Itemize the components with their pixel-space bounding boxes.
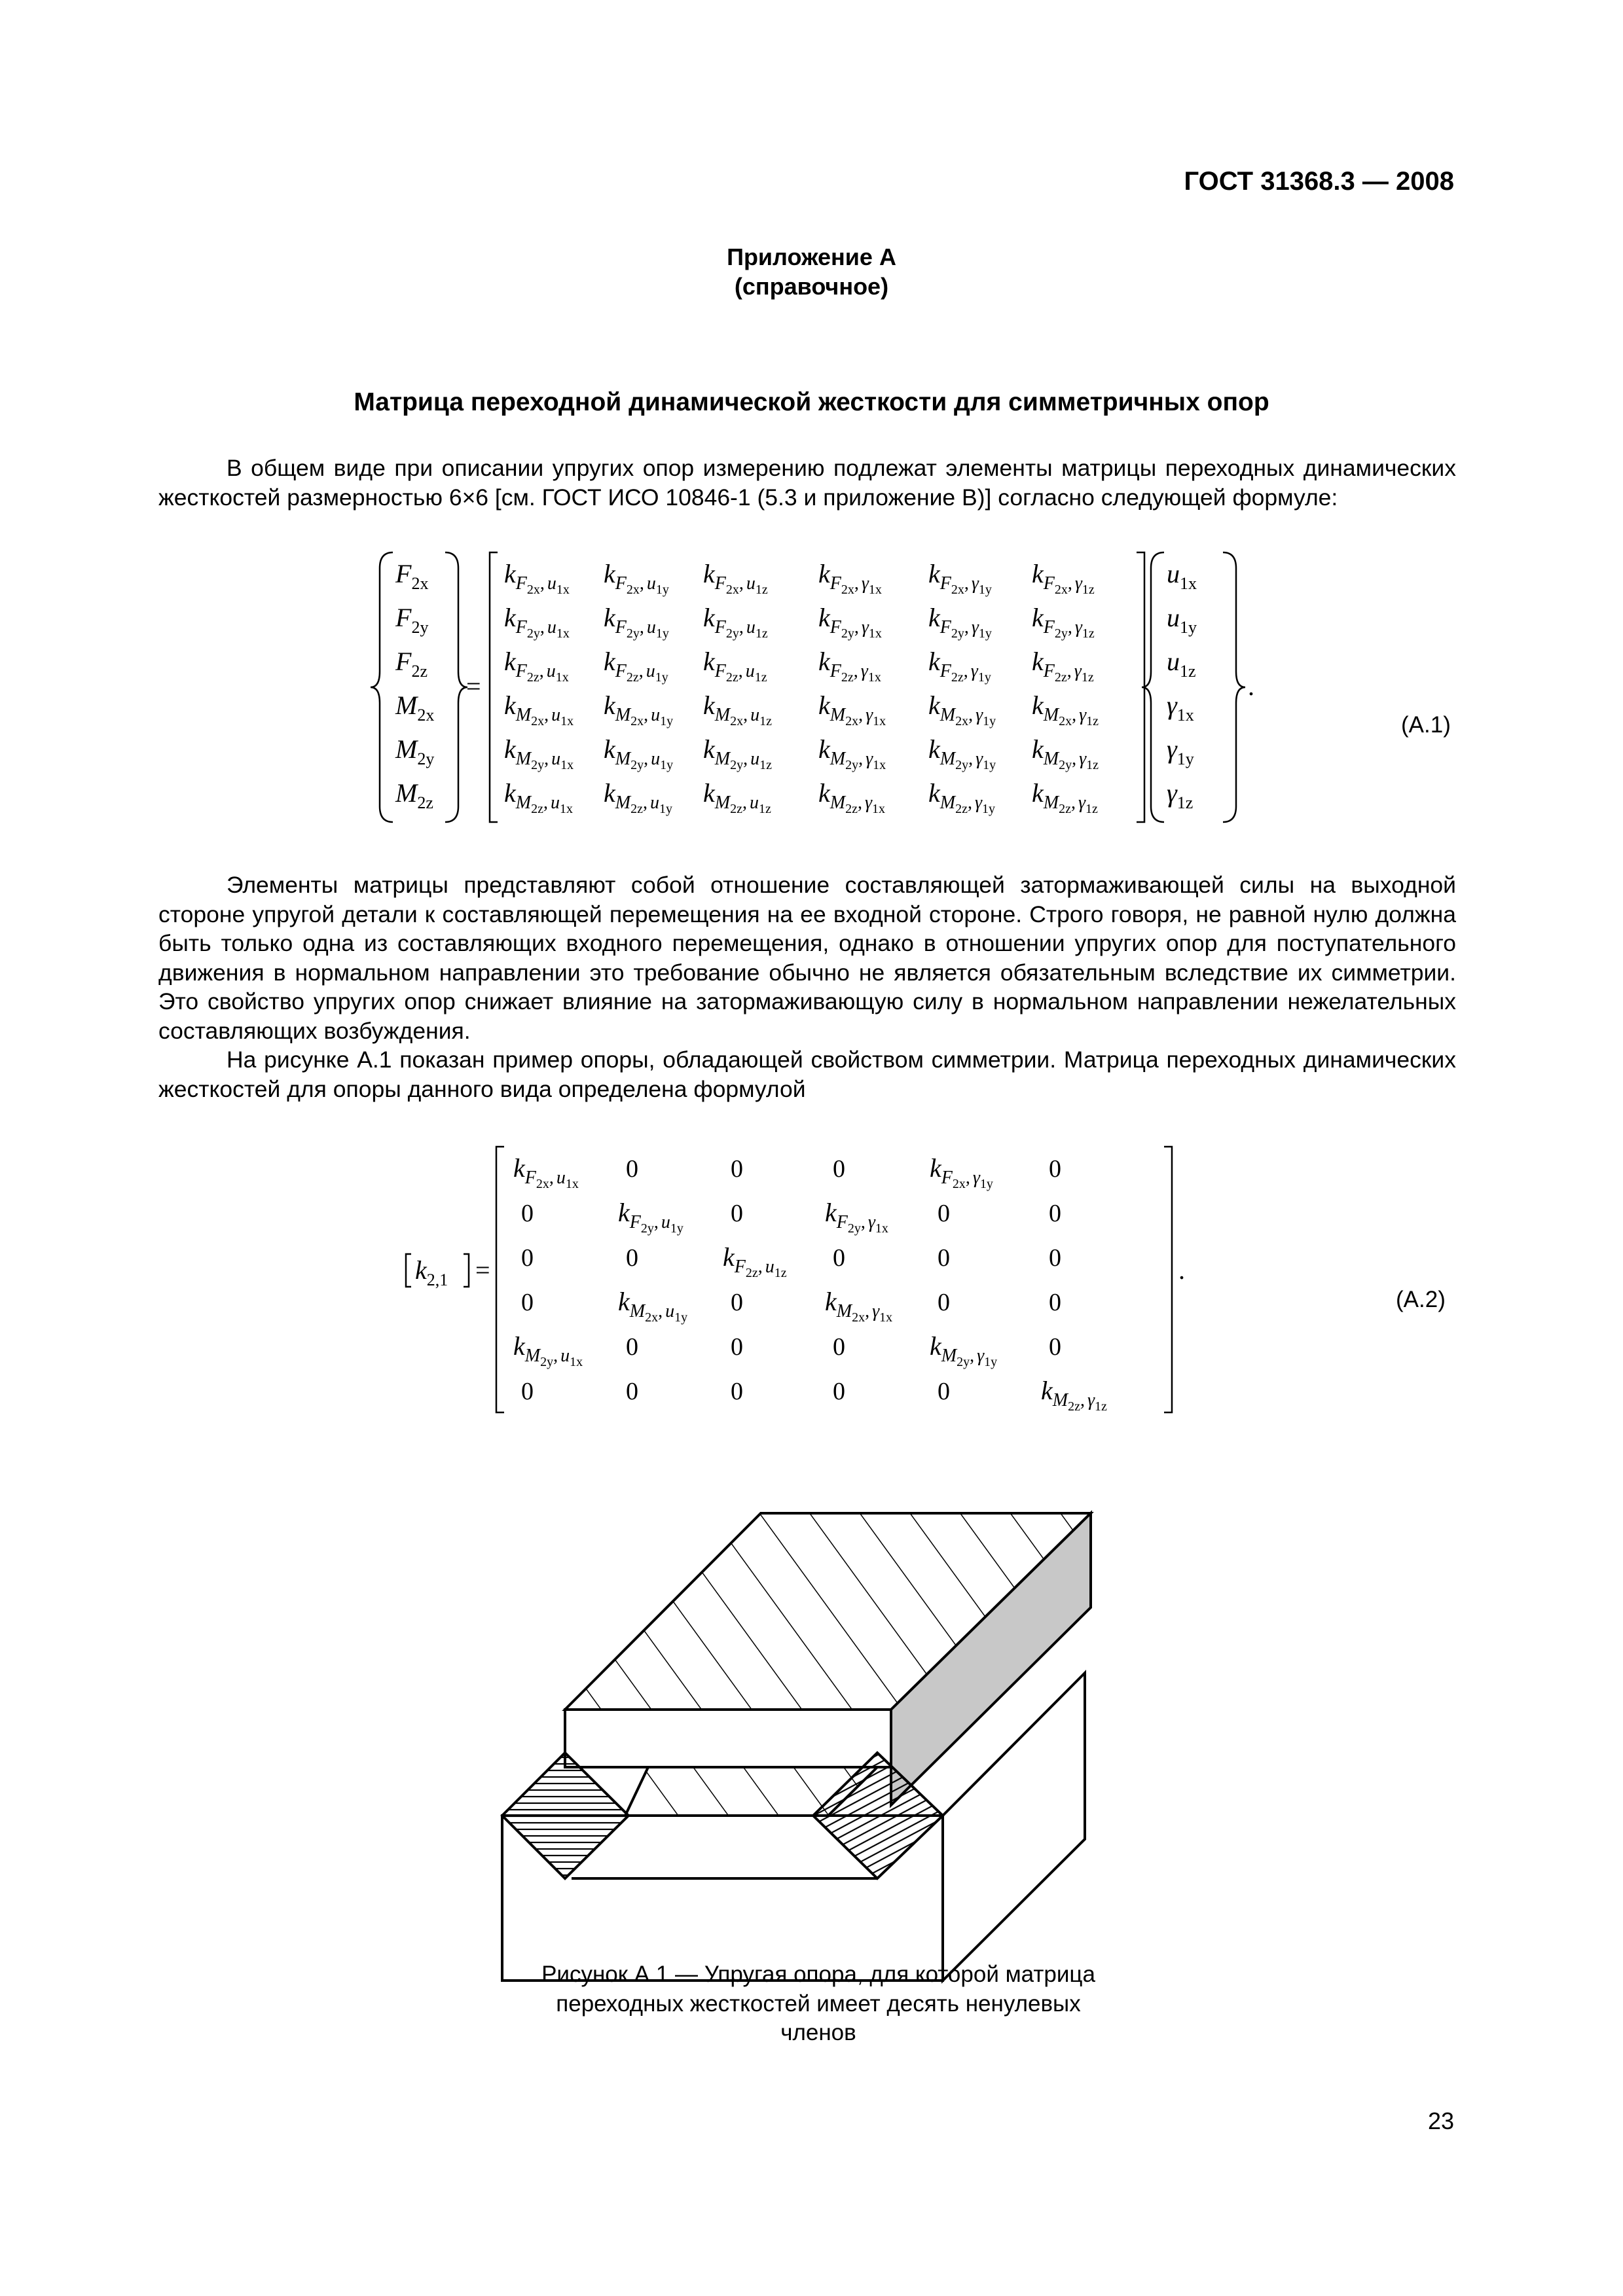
- a1-coef-r4-c2: $k_M2y$, u1z: [703, 734, 772, 772]
- a2-coef-r5-c5: $k_M2z$, γ1z: [1041, 1376, 1107, 1414]
- a1-displacement-5: $\gamma_{1z}$: [1167, 778, 1194, 812]
- a2-zero-r1-c2: 0: [731, 1200, 743, 1227]
- a2-zero-r2-c4: 0: [938, 1244, 950, 1272]
- a1-coef-r1-c2: $k_F2y$, u1z: [703, 603, 768, 641]
- a1-force-m2x: $M_{2x}$: [395, 691, 435, 725]
- figure-elastic-mount: [498, 1499, 1106, 1996]
- figure-caption-line-2: переходных жесткостей имеет десять ненулевых: [556, 1990, 1081, 2017]
- a2-zero-r4-c3: 0: [833, 1333, 845, 1361]
- section-title: Матрица переходной динамической жесткости для симметричных опор: [354, 388, 1269, 416]
- a1-matrix-open-bracket: [490, 552, 498, 822]
- a2-period: .: [1178, 1255, 1185, 1285]
- a1-force-m2z: $M_{2z}$: [395, 778, 433, 812]
- a2-coef-r3-c3: $k_M2x$, γ1x: [825, 1287, 893, 1325]
- a1-coef-r2-c1: $k_F2z$, u1y: [604, 647, 668, 685]
- a1-coef-r5-c4: $k_M2z$, γ1y: [928, 778, 996, 816]
- a1-force-m2y: $M_{2y}$: [395, 734, 435, 768]
- a2-lhs-symbol: $k_{2,1}$: [415, 1255, 448, 1289]
- top-front-face: [565, 1710, 891, 1767]
- a1-coef-r4-c0: $k_M2y$, u1x: [504, 734, 574, 772]
- a1-left-close-brace: [445, 552, 467, 822]
- a1-coef-r0-c0: $k_F2x$, u1x: [504, 559, 570, 597]
- annex-title: Приложение А: [727, 243, 896, 270]
- a2-coef-r4-c4: $k_M2y$, γ1y: [930, 1331, 998, 1369]
- a1-displacement-2: $u_{1z}$: [1167, 647, 1196, 681]
- a1-coef-r5-c5: $k_M2z$, γ1z: [1032, 778, 1098, 816]
- a2-zero-r5-c0: 0: [521, 1378, 534, 1405]
- a2-zero-r3-c0: 0: [521, 1289, 534, 1316]
- a1-coef-r4-c4: $k_M2y$, γ1y: [928, 734, 996, 772]
- a2-matrix-open-bracket: [496, 1147, 504, 1412]
- a2-zero-r2-c5: 0: [1049, 1244, 1061, 1272]
- a2-zero-r4-c2: 0: [731, 1333, 743, 1361]
- a2-lhs-open-bracket: [406, 1254, 411, 1287]
- a1-left-open-brace: [371, 552, 393, 822]
- a1-coef-r1-c4: $k_F2y$, γ1y: [928, 603, 992, 641]
- a2-zero-r2-c1: 0: [626, 1244, 638, 1272]
- a1-coef-r1-c3: $k_F2y$, γ1x: [818, 603, 882, 641]
- a1-coef-r2-c5: $k_F2z$, γ1z: [1032, 647, 1094, 685]
- a2-stiffness-matrix: [513, 1153, 1107, 1414]
- a2-zero-r0-c3: 0: [833, 1155, 845, 1183]
- a1-coef-r0-c4: $k_F2x$, γ1y: [928, 559, 992, 597]
- intro-paragraph: [158, 454, 1456, 512]
- a2-zero-r0-c1: 0: [626, 1155, 638, 1183]
- a1-coef-r4-c1: $k_M2y$, u1y: [604, 734, 674, 772]
- intro-text: В общем виде при описании упругих опор измерению подлежат элементы матрицы переходных динамических жесткостей размерностью 6×6 [см. ГОСТ ИСО 10846-1 (5.3 и приложение В)] согласно следующей формуле:: [158, 455, 1456, 511]
- a2-coef-r1-c1: $k_F2y$, u1y: [618, 1198, 684, 1236]
- annex-subtitle: (справочное): [734, 273, 889, 300]
- body-paragraphs: [158, 870, 1456, 1103]
- a1-coef-r2-c2: $k_F2z$, u1z: [703, 647, 767, 685]
- a1-coef-r3-c4: $k_M2x$, γ1y: [928, 691, 996, 728]
- equation-a2-number: (А.2): [1396, 1287, 1446, 1312]
- body-paragraph-2: На рисунке А.1 показан пример опоры, обладающей свойством симметрии. Матрица переходных динамических жесткостей для опоры данного вида определена формулой: [158, 1047, 1456, 1102]
- a1-coef-r5-c2: $k_M2z$, u1z: [703, 778, 771, 816]
- a1-coef-r1-c0: $k_F2y$, u1x: [504, 603, 570, 641]
- a1-right-vector: [1167, 559, 1197, 812]
- a1-left-vector: [395, 559, 434, 812]
- a1-coef-r2-c4: $k_F2z$, γ1y: [928, 647, 991, 685]
- body-paragraph-1: Элементы матрицы представляют собой отношение составляющей затормаживающей силы на выходной стороне упругой детали к составляющей перемещения на ее входной стороне. Строго говоря, не равной нулю должна быть только одна из составляющих входного перемещения, однако в отношении упругих опор для поступательного движения в нормальном направлении это требование обычно не является обязательным вследствие их симметрии. Это свойство упругих опор снижает влияние на затормаживающую силу в нормальном направлении нежелательных составляющих возбуждения.: [158, 872, 1456, 1044]
- a2-zero-r3-c4: 0: [938, 1289, 950, 1316]
- a1-coef-r4-c3: $k_M2y$, γ1x: [818, 734, 886, 772]
- a1-displacement-3: $\gamma_{1x}$: [1167, 691, 1194, 725]
- a2-matrix-close-bracket: [1164, 1147, 1172, 1412]
- a2-coef-r1-c3: $k_F2y$, γ1x: [825, 1198, 888, 1236]
- a1-coef-r2-c3: $k_F2z$, γ1x: [818, 647, 881, 685]
- a2-lhs-close-bracket: [464, 1254, 469, 1287]
- a2-zero-r0-c5: 0: [1049, 1155, 1061, 1183]
- a2-zero-r3-c2: 0: [731, 1289, 743, 1316]
- a1-coef-r0-c2: $k_F2x$, u1z: [703, 559, 768, 597]
- a1-coef-r0-c1: $k_F2x$, u1y: [604, 559, 669, 597]
- a1-coef-r0-c5: $k_F2x$, γ1z: [1032, 559, 1095, 597]
- a1-coef-r1-c5: $k_F2y$, γ1z: [1032, 603, 1095, 641]
- a1-coef-r5-c3: $k_M2z$, γ1x: [818, 778, 886, 816]
- a1-coef-r3-c5: $k_M2x$, γ1z: [1032, 691, 1099, 728]
- a1-force-f2y: $F_{2y}$: [395, 603, 429, 637]
- document-code: ГОСТ 31368.3 — 2008: [1184, 167, 1454, 196]
- a1-force-f2z: $F_{2z}$: [395, 647, 428, 681]
- a2-zero-r5-c3: 0: [833, 1378, 845, 1405]
- a1-right-close-brace: [1223, 552, 1245, 822]
- a1-force-f2x: $F_{2x}$: [395, 559, 429, 593]
- figure-caption-line-1: Рисунок А.1 — Упругая опора, для которой матрица: [541, 1962, 1095, 1987]
- a2-zero-r1-c4: 0: [938, 1200, 950, 1227]
- a1-coef-r3-c3: $k_M2x$, γ1x: [818, 691, 886, 728]
- a1-coef-r5-c0: $k_M2z$, u1x: [504, 778, 573, 816]
- a2-coef-r0-c0: $k_F2x$, u1x: [513, 1153, 579, 1191]
- a2-zero-r5-c2: 0: [731, 1378, 743, 1405]
- a2-zero-r5-c4: 0: [938, 1378, 950, 1405]
- a2-zero-r5-c1: 0: [626, 1378, 638, 1405]
- a1-displacement-1: $u_{1y}$: [1167, 603, 1197, 637]
- a1-coef-r1-c1: $k_F2y$, u1y: [604, 603, 669, 641]
- a1-equals-sign: =: [466, 672, 481, 701]
- a2-coef-r3-c1: $k_M2x$, u1y: [618, 1287, 688, 1325]
- a2-zero-r4-c5: 0: [1049, 1333, 1061, 1361]
- a2-equals-sign: =: [475, 1255, 490, 1285]
- a1-period: .: [1248, 672, 1254, 701]
- a1-displacement-4: $\gamma_{1y}$: [1167, 734, 1194, 768]
- a1-coef-r0-c3: $k_F2x$, γ1x: [818, 559, 882, 597]
- a2-zero-r2-c3: 0: [833, 1244, 845, 1272]
- page-number: 23: [1427, 2108, 1454, 2134]
- a2-zero-r1-c0: 0: [521, 1200, 534, 1227]
- a1-coef-r4-c5: $k_M2y$, γ1z: [1032, 734, 1099, 772]
- a1-coef-r5-c1: $k_M2z$, u1y: [604, 778, 672, 816]
- a2-coef-r4-c0: $k_M2y$, u1x: [513, 1331, 583, 1369]
- annex-heading: [0, 242, 1623, 301]
- a2-coef-r0-c4: $k_F2x$, γ1y: [930, 1153, 993, 1191]
- figure-caption-line-3: членов: [780, 2020, 856, 2045]
- a1-coef-r3-c1: $k_M2x$, u1y: [604, 691, 674, 728]
- a1-displacement-0: $u_{1x}$: [1167, 559, 1197, 593]
- a2-zero-r0-c2: 0: [731, 1155, 743, 1183]
- a2-zero-r3-c5: 0: [1049, 1289, 1061, 1316]
- a1-coef-r3-c2: $k_M2x$, u1z: [703, 691, 772, 728]
- a2-coef-r2-c2: $k_F2z$, u1z: [723, 1242, 787, 1280]
- a1-coef-r3-c0: $k_M2x$, u1x: [504, 691, 574, 728]
- a2-zero-r2-c0: 0: [521, 1244, 534, 1272]
- a2-zero-r4-c1: 0: [626, 1333, 638, 1361]
- figure-caption: [458, 1960, 1178, 2048]
- equation-a2: [399, 1144, 1198, 1419]
- a1-stiffness-matrix: [504, 559, 1099, 816]
- a2-zero-r1-c5: 0: [1049, 1200, 1061, 1227]
- a1-coef-r2-c0: $k_F2z$, u1x: [504, 647, 569, 685]
- equation-a1-number: (А.1): [1401, 712, 1451, 738]
- equation-a1: [367, 548, 1270, 836]
